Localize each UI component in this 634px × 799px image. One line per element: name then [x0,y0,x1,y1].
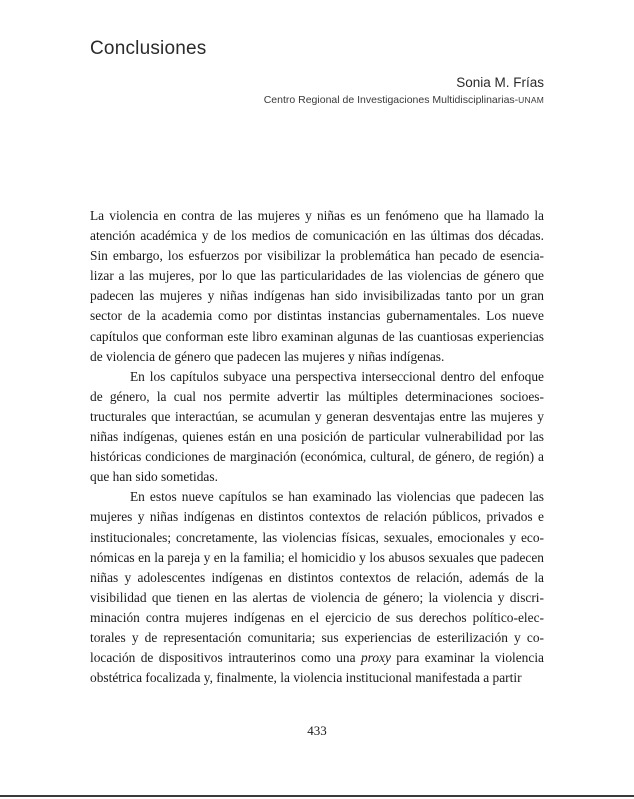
affiliation-main: Centro Regional de Investigaciones Multidisciplinarias- [263,94,519,106]
paragraph-3-text-b: para examinar la violencia obstétrica focalizada y, finalmente, la violencia institucional manifestada a partir [90,650,544,686]
paragraph-3-text-a: En estos nueve capítulos se han examinado las violencias que padecen las mujeres y niñas indígenas en distintos contextos de relación públicos, privados e institucionales; concretamente, las violencias físicas, sexuales, emocionales y económicas en la pareja y en la familia; el homicidio y los abusos sexuales que padecen niñas y adolescentes indígenas en distintos contextos de relación, además de la visibilidad que tienen en las alertas de violencia de género; la violencia y discriminación contra mujeres indígenas en el ejercicio de sus derechos político-electorales y de representación comunitaria; sus experiencias de esterilización y colocación de dispositivos intrauterinos como una [90,489,544,666]
body-text [90,206,544,688]
paragraph-1: La violencia en contra de las mujeres y niñas es un fenómeno que ha llamado la atención académica y de los medios de comunicación en las últimas dos décadas. Sin embargo, los esfuerzos por visibilizar la problemática han pecado de esencializar a las mujeres, por lo que las particularidades de las violencias de género que padecen las mujeres y niñas indígenas han sido invisibilizadas tanto por un gran sector de la academia como por distintas instancias gubernamentales. Los nueve capítulos que conforman este libro examinan algunas de las cuantiosas experiencias de violencia de género que padecen las mujeres y niñas indígenas. [90,208,544,364]
author-name: Sonia M. Frías [456,75,544,90]
paragraph-2: En los capítulos subyace una perspectiva interseccional dentro del enfoque de género, la cual nos permite advertir las múltiples determinaciones socioestructurales que interactúan, se acumulan y generan desventajas entre las mujeres y niñas indígenas, quienes están en una posición de particular vulnerabilidad por las históricas condiciones de marginación (económica, cultural, de género, de región) a que han sido sometidas. [90,368,544,485]
chapter-title: Conclusiones [90,38,207,59]
paragraph-3-italic-term: proxy [360,650,391,666]
page-number: 433 [307,723,327,738]
affiliation-abbrev: UNAM [518,95,544,105]
author-affiliation [264,94,544,106]
page-bottom-border [0,795,634,797]
paragraph-3 [90,487,544,688]
